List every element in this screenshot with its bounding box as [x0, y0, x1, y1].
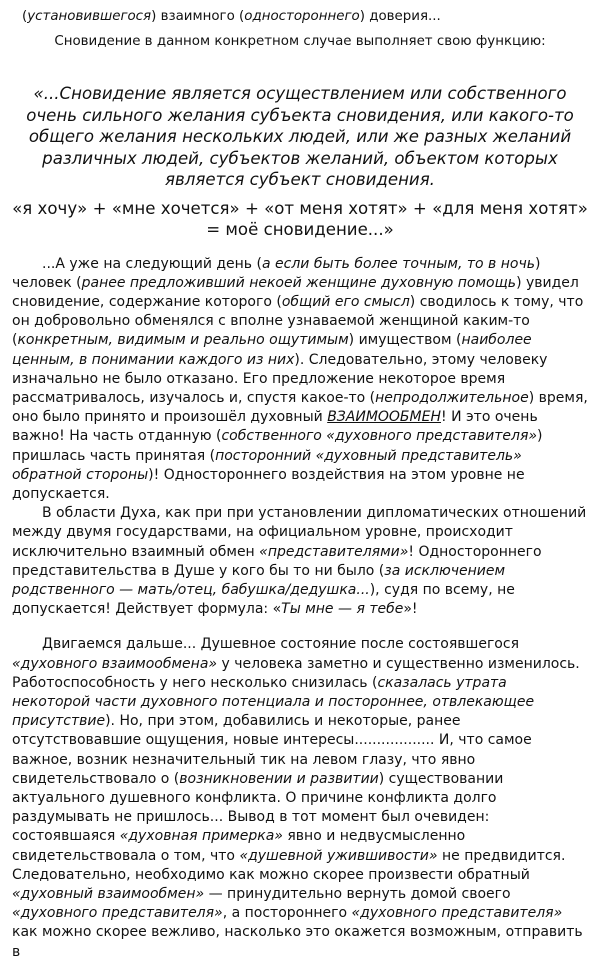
italic-fragment: посторонний «духовный представитель» обратной стороны: [12, 447, 522, 483]
text-fragment: В области Духа, как при при установлении дипломатических отношений между двумя государствами, на официальном уровне, происходит исключительно взаимный обмен: [12, 505, 587, 560]
italic-fragment: ранее предложивший некоей женщине духовную помощь: [81, 274, 517, 291]
italic-fragment: наиболее ценным, в понимании каждого из них: [12, 332, 532, 368]
text-fragment: Двигаемся дальше... Душевное состояние после состоявшегося: [42, 636, 519, 653]
italic-fragment: а если быть более точным, то в ночь: [261, 255, 535, 272]
text-fragment: ! Одностороннего представительства в Душе у кого бы то ни было (: [12, 543, 542, 579]
italic-fragment: за исключением родственного — мать/отец, бабушка/дедушка...: [12, 562, 506, 598]
text-fragment: — принудительно вернуть домой своего: [204, 886, 511, 902]
paragraph-2: [12, 504, 588, 619]
italic-fragment: «духовная примерка»: [119, 828, 283, 845]
text-fragment: как можно скорее вежливо, насколько это окажется возможным, отправить в: [12, 924, 583, 960]
text-fragment: ) существовании актуального душевного конфликта. О причине конфликта долго раздумывать не пришлось... Вывод в тот момент был очевиден: состоявшаяся: [12, 770, 504, 845]
block-quote: «...Сновидение является осуществлением или собственного очень сильного желания субъекта сновидения, или какого-то общего желания нескольких людей, или же разных желаний различных людей, субъектов желаний, объектом которых является субъект сновидения.: [26, 84, 574, 189]
text-fragment: ) человек (: [12, 255, 541, 291]
text-fragment: ) доверия...: [359, 9, 441, 24]
intro-line: Сновидение в данном конкретном случае выполняет свою функцию:: [54, 34, 546, 49]
text-fragment: ) сводилось к тому, что он добровольно обменялся с вполне узнаваемой женщиной каким-то (: [12, 293, 584, 349]
italic-fragment: сказалась утрата некоторой части духовного потенциала и постороннее, отвлекающее присутствие: [12, 674, 535, 730]
top-line: [12, 8, 588, 25]
text-fragment: (: [22, 9, 28, 24]
italic-fragment: установившегося: [27, 9, 152, 24]
text-fragment: )! Одностороннего воздействия на этом уровне не допускается.: [12, 466, 525, 502]
underlined-keyword: ВЗАИМООБМЕН: [327, 409, 441, 426]
text-fragment: ! И это очень важно! На часть отданную (: [12, 409, 538, 445]
text-fragment: , а постороннего: [222, 905, 352, 922]
italic-fragment: «представителями»: [259, 543, 409, 560]
italic-fragment: «духовный взаимообмен»: [12, 886, 205, 902]
italic-fragment: Ты мне — я тебе: [281, 601, 404, 618]
italic-fragment: «духовного представителя»: [351, 905, 563, 922]
text-fragment: ) взаимного (: [151, 9, 245, 24]
italic-fragment: собственного «духовного представителя»: [221, 428, 537, 445]
text-fragment: ) пришлась часть принятая (: [12, 428, 543, 464]
text-fragment: »!: [403, 601, 418, 618]
text-fragment: ). Но, при этом, добавились и некоторые, ранее отсутствовавшие ощущения, новые интересы.................. И, что самое важное, возник незначительный тик на левом глазу, что явно свидетельствовало о (: [12, 713, 532, 787]
italic-fragment: «душевной ужившивости»: [239, 847, 438, 864]
text-fragment: ), судя по всему, не допускается! Действует формула: «: [12, 581, 515, 618]
paragraph-3: [12, 635, 588, 961]
text-fragment: ) имуществом (: [348, 332, 462, 349]
text-fragment: не предвидится. Следовательно, необходимо как можно скорее произвести обратный: [12, 847, 566, 883]
italic-fragment: общий его смысл: [281, 293, 410, 310]
italic-fragment: конкретным, видимым и реально ощутимым: [17, 332, 349, 349]
italic-fragment: «духовного взаимообмена»: [12, 655, 218, 672]
text-fragment: ) увидел сновидение, содержание которого (: [12, 274, 579, 310]
text-fragment: ...А уже на следующий день (: [42, 255, 262, 272]
text-fragment: у человека заметно и существенно изменилось. Работоспособность у него несколько снизилась (: [12, 655, 580, 691]
text-fragment: явно и недвусмысленно свидетельствовала о том, что: [12, 828, 466, 864]
text-fragment: ) время, оно было принято и произошёл духовный: [12, 389, 588, 426]
formula-line: «я хочу» + «мне хочется» + «от меня хотят» + «для меня хотят» = моё сновидение...»: [12, 198, 588, 239]
paragraph-1: [12, 255, 588, 505]
italic-fragment: непродолжительное: [375, 389, 529, 406]
italic-fragment: возникновении и развитии: [179, 770, 379, 787]
italic-fragment: одностороннего: [244, 9, 360, 24]
italic-fragment: «духовного представителя»: [12, 905, 223, 922]
text-fragment: ). Следовательно, этому человеку изначально не было отказано. Его предложение некоторое время рассматривалось, изучалось и, спустя какое-то (: [12, 351, 548, 406]
